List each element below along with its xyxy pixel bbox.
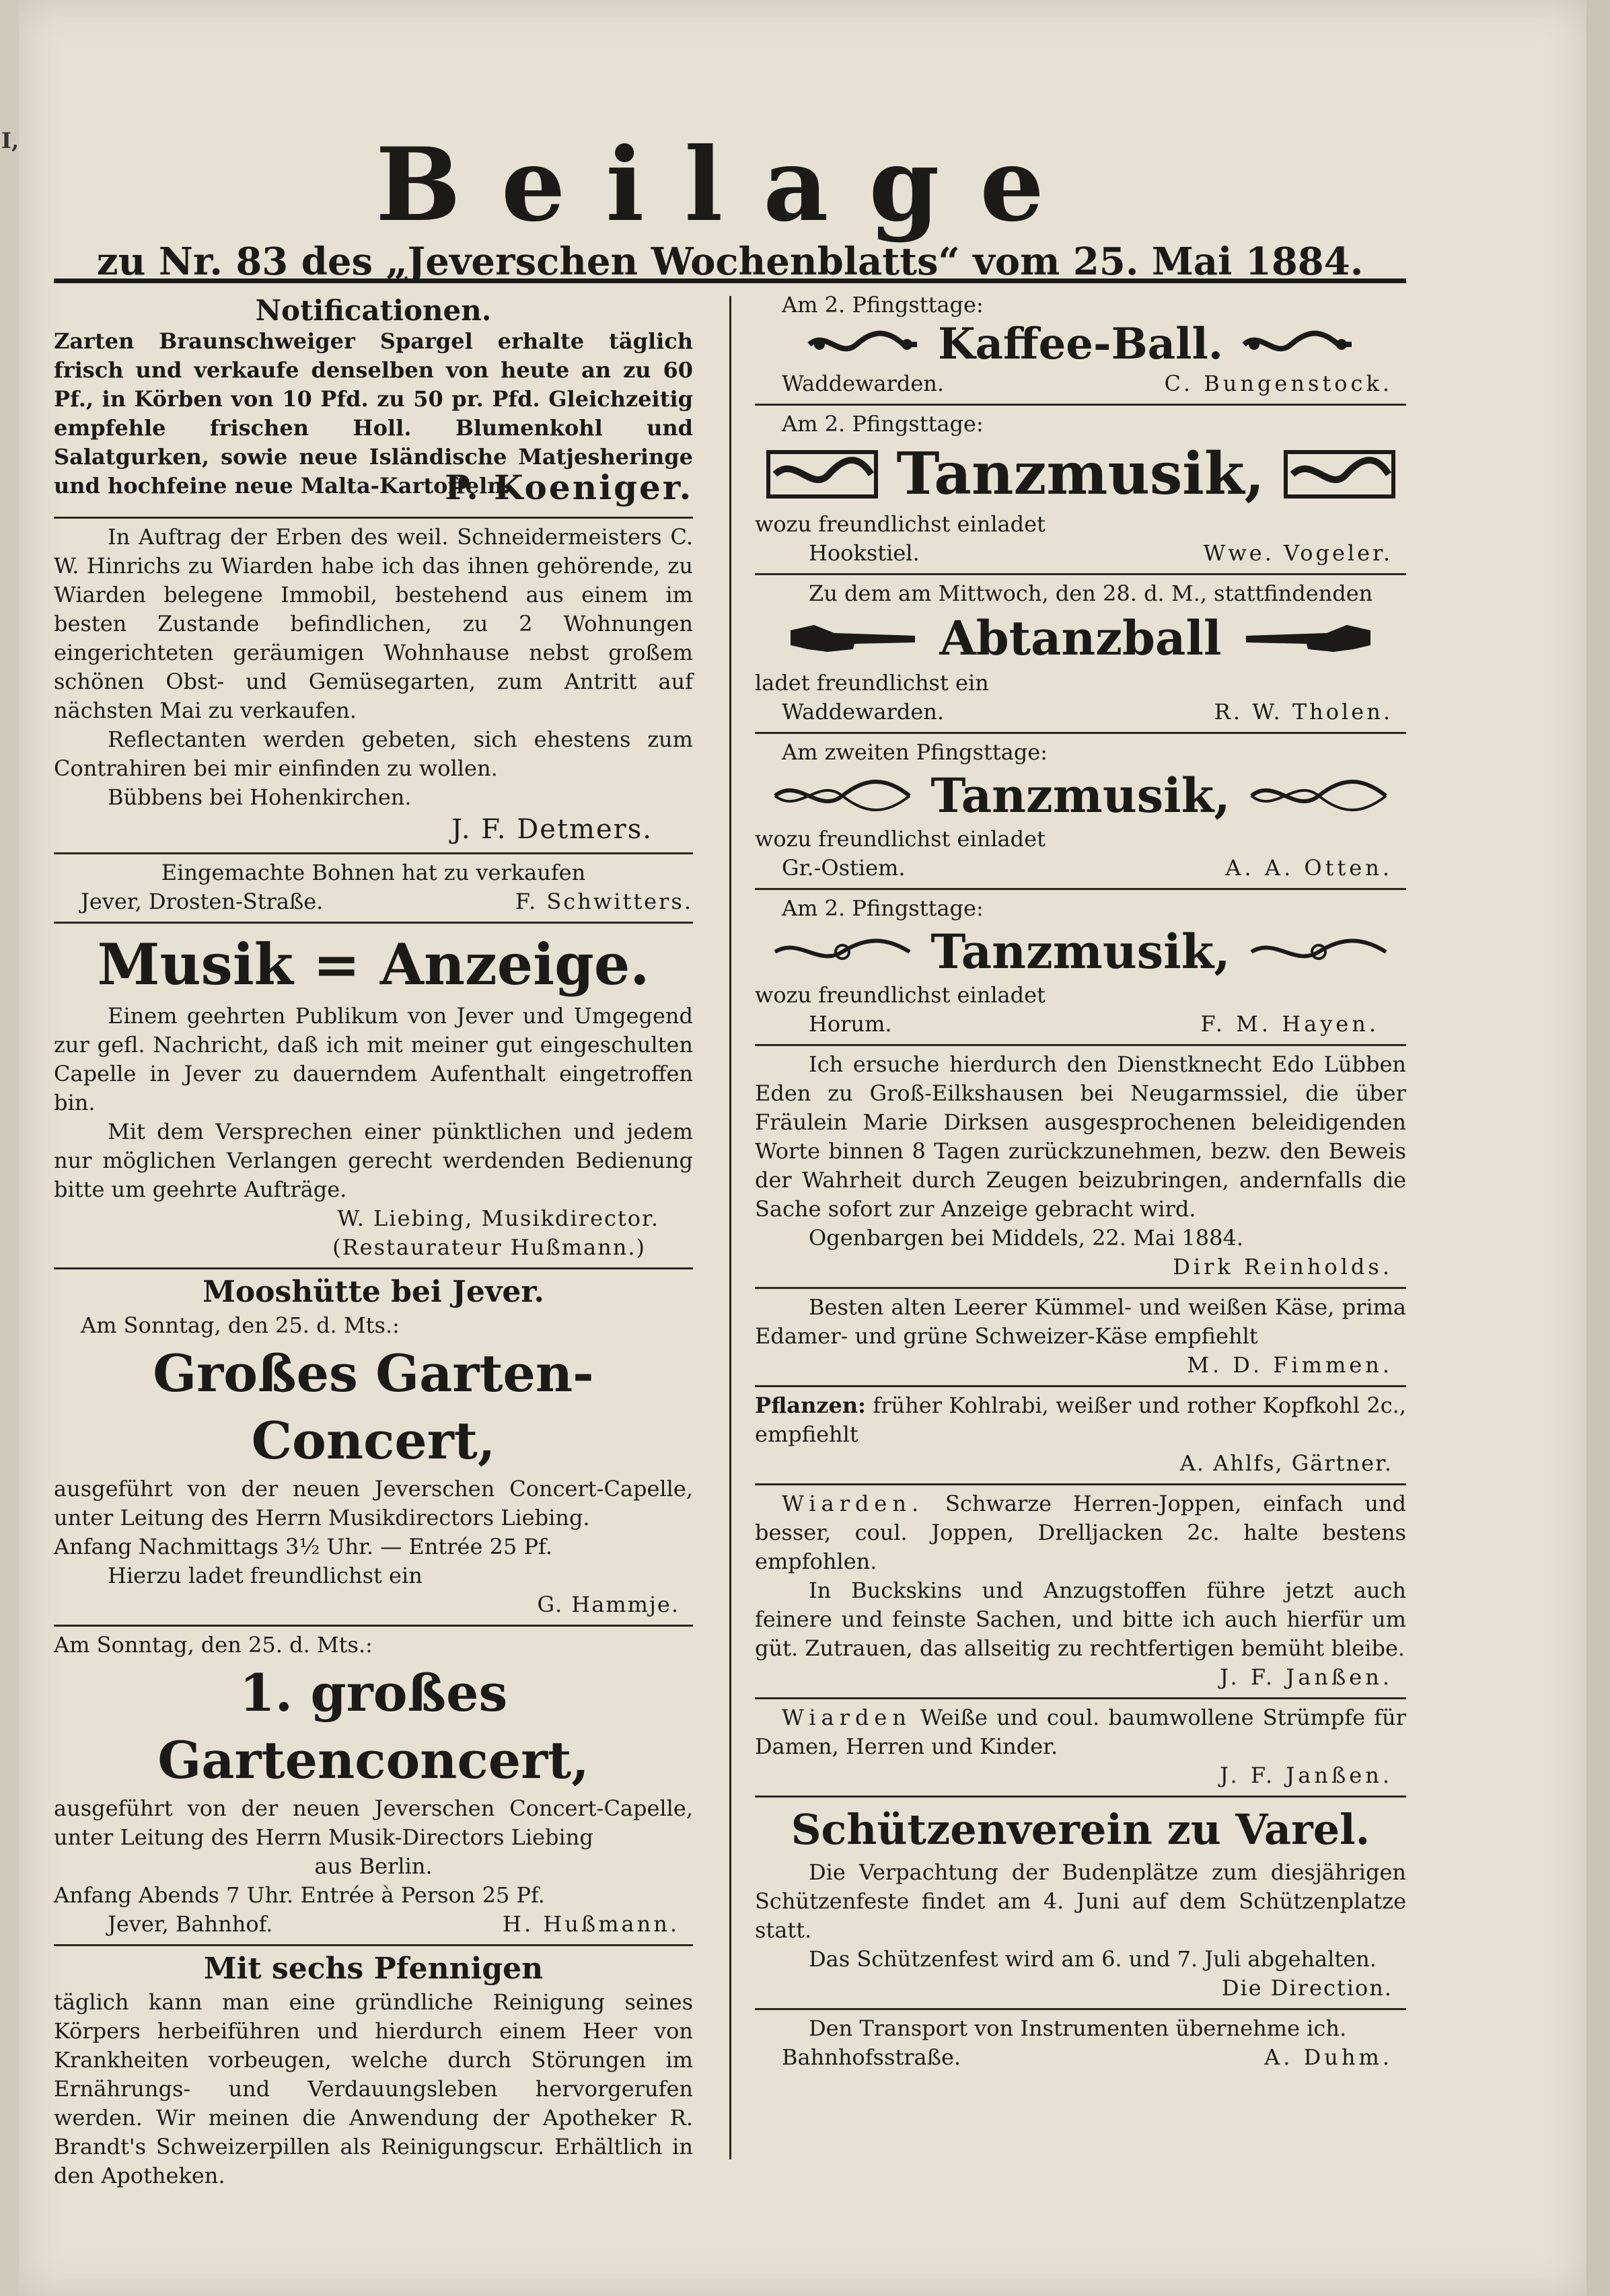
- ad-hayen: [755, 890, 1406, 1046]
- edge-mark: I,: [1, 128, 20, 153]
- ad-heading: Musik = Anzeige.: [97, 931, 650, 998]
- ad-text: Einem geehrten Publikum von Jever und Umgegend zur gefl. Nachricht, daß ich mit meiner gut eingeschulten Capelle in Jever zu dauerndem Aufenthalt eingetroffen bin.: [54, 1003, 693, 1116]
- ad-signature: F. Schwitters.: [515, 889, 693, 915]
- column-rule: [729, 296, 731, 2159]
- ad-text: Das Schützenfest wird am 6. und 7. Juli abgehalten.: [809, 1946, 1377, 1972]
- ad-text: In Auftrag der Erben des weil. Schneidermeisters C. W. Hinrichs zu Wiarden habe ich das ihnen gehörende, zu Wiarden belegene Immobil, bestehend aus einem im besten Zustande befindlichen, zu 2 Wohnungen eingerichteten geräumigen Wohnhause nebst großem schönen Obst- und Gemüsegarten, zum Antritt auf nächsten Mai zu verkaufen.: [54, 524, 693, 724]
- ad-event-title: 1. großes Gartenconcert,: [157, 1663, 589, 1791]
- ad-place: Jever, Bahnhof.: [108, 1911, 273, 1937]
- scroll-ornament-icon: [772, 932, 913, 972]
- ad-date: Am Sonntag, den 25. d. Mts.:: [54, 1632, 373, 1658]
- scroll-ornament-icon: [772, 774, 913, 818]
- ad-text: wozu freundlichst einladet: [755, 825, 1046, 852]
- ad-heading: Mit sechs Pfennigen: [203, 1952, 544, 1987]
- ad-signature: H. Hußmann.: [503, 1911, 680, 1937]
- page-title: Beilage: [375, 126, 1085, 244]
- ad-text: Weiße und coul. baumwollene Strümpfe für Damen, Herren und Kinder.: [755, 1704, 1407, 1759]
- ad-text: ausgeführt von der neuen Jeverschen Concert-Capelle, unter Leitung des Herrn Musik-Directors Liebing: [54, 1795, 693, 1851]
- ad-signature: P. Koeniger.: [445, 468, 693, 508]
- ad-otten: [755, 734, 1406, 890]
- pointing-hand-icon: [1239, 618, 1374, 659]
- ad-text: ausgeführt von der neuen Jeverschen Concert-Capelle, unter Leitung des Herrn Musikdirectors Liebing.: [54, 1476, 693, 1531]
- ornament-icon: [765, 445, 879, 503]
- ad-ahlfs: [755, 1387, 1406, 1485]
- ad-event-title: Kaffee-Ball.: [937, 319, 1224, 369]
- ad-duhm: [755, 2010, 1406, 2077]
- ad-place: Waddewarden.: [782, 370, 945, 396]
- ad-bahnhof: [54, 1627, 693, 1946]
- ad-date: Am zweiten Pfingsttage:: [782, 739, 1048, 765]
- masthead: [54, 126, 1406, 285]
- ad-event-title: Tanzmusik,: [930, 923, 1231, 979]
- ad-signature: (Restaurateur Hußmann.): [332, 1234, 646, 1261]
- ad-signature: C. Bungenstock.: [1164, 370, 1393, 396]
- ad-vogeler: [755, 406, 1406, 575]
- ad-signature: A. Duhm.: [1264, 2044, 1393, 2070]
- pointing-hand-icon: [787, 618, 922, 659]
- ad-event-title: Abtanzball: [939, 609, 1222, 666]
- right-page-edge: [1586, 0, 1610, 2296]
- ad-label: Wiarden.: [782, 1490, 924, 1516]
- ad-signature: M. D. Fimmen.: [1187, 1351, 1393, 1378]
- ad-mooshuette: [54, 1269, 693, 1627]
- ornament-icon: [806, 326, 920, 363]
- ad-text: früher Kohlrabi, weißer und rother Kopfkohl 2c., empfiehlt: [755, 1392, 1407, 1447]
- notifications-heading: Notificationen.: [255, 294, 492, 327]
- ad-signature: R. W. Tholen.: [1214, 698, 1393, 725]
- ad-text: aus Berlin.: [314, 1853, 433, 1880]
- ad-koeniger: [54, 291, 693, 519]
- ad-event-title: Tanzmusik,: [896, 439, 1265, 508]
- ad-signature: Die Direction.: [1221, 1974, 1393, 2001]
- ad-signature: Wwe. Vogeler.: [1203, 540, 1393, 566]
- ad-reinholds: [755, 1046, 1406, 1289]
- issue-line: zu Nr. 83 des „Jeverschen Wochenblatts“ vom 25. Mai 1884.: [96, 239, 1364, 284]
- ad-signature: W. Liebing, Musikdirector.: [337, 1206, 659, 1232]
- ad-kaffee-ball: [755, 291, 1406, 406]
- ad-schuetzenverein: [755, 1798, 1406, 2010]
- ad-text: Mit dem Versprechen einer pünktlichen und jedem nur möglichen Verlangen gerecht werdenden Bedienung bitte um geehrte Aufträge.: [54, 1119, 693, 1203]
- ad-place: Bahnhofsstraße.: [782, 2044, 961, 2070]
- ad-signature: J. F. Janßen.: [1220, 1664, 1393, 1690]
- ad-schweizerpillen: [54, 1946, 693, 2196]
- ad-text: Die Verpachtung der Budenplätze zum diesjährigen Schützenfeste findet am 4. Juni auf dem Schützenplatze statt.: [755, 1859, 1406, 1943]
- ad-text: Eingemachte Bohnen hat zu verkaufen: [161, 860, 586, 886]
- ad-place: Horum.: [809, 1010, 892, 1037]
- ad-place: Jever, Drosten-Straße.: [81, 889, 324, 915]
- ad-place: Ogenbargen bei Middels, 22. Mai 1884.: [809, 1224, 1243, 1251]
- ornament-icon: [1282, 445, 1397, 503]
- ad-text: Reflectanten werden gebeten, sich ehestens zum Contrahiren bei mir einfinden zu wollen.: [54, 727, 693, 782]
- ad-date: Am 2. Pfingsttage:: [782, 292, 984, 318]
- ad-date: Am 2. Pfingsttage:: [782, 895, 984, 921]
- ad-text: Hierzu ladet freundlichst ein: [108, 1563, 423, 1589]
- ad-signature: F. M. Hayen.: [1200, 1010, 1379, 1037]
- ad-text: Den Transport von Instrumenten übernehme ich.: [809, 2015, 1347, 2041]
- ad-text: Zu dem am Mittwoch, den 28. d. M., stattfindenden: [809, 580, 1373, 606]
- ad-text: wozu freundlichst einladet: [755, 982, 1046, 1008]
- ad-heading: Schützenverein zu Varel.: [791, 1804, 1370, 1854]
- ad-event-title: Tanzmusik,: [930, 767, 1231, 823]
- ad-text: ladet freundlichst ein: [755, 669, 989, 696]
- ad-signature: J. F. Detmers.: [451, 814, 653, 846]
- ad-tholen: [755, 575, 1406, 734]
- ad-text: Anfang Nachmittags 3½ Uhr. — Entrée 25 Pf.: [54, 1534, 552, 1560]
- ad-signature: Dirk Reinholds.: [1173, 1253, 1393, 1280]
- ad-text: In Buckskins und Anzugstoffen führe jetzt auch feinere und feinste Sachen, und bitte ich auch hierfür um güt. Zutrauen, das allseitig zu rechtfertigen bemüht bleibe.: [755, 1577, 1406, 1661]
- ad-place: Gr.-Ostiem.: [782, 854, 906, 881]
- ad-text: täglich kann man eine gründliche Reinigung seines Körpers herbeiführen und hierdurch einem Heer von Krankheiten vorbeugen, welche durch Störungen im Ernährungs- und Verdauungsleben hervorgerufen werden. Wir meinen die Anwendung der Apotheker R. Brandt's Schweizerpillen als Reinigungscur. Erhältlich in den Apotheken.: [54, 1989, 693, 2189]
- ad-label: Wiarden: [782, 1704, 912, 1730]
- masthead-rule: [54, 279, 1406, 283]
- ad-text: Anfang Abends 7 Uhr. Entrée à Person 25 Pf.: [54, 1882, 545, 1909]
- left-column: [54, 291, 693, 2196]
- ornament-icon: [1241, 326, 1355, 363]
- ad-signature: A. Ahlfs, Gärtner.: [1179, 1450, 1393, 1476]
- ad-heading: Mooshütte bei Jever.: [203, 1275, 544, 1310]
- ad-janssen-struempfe: [755, 1699, 1406, 1798]
- ad-place: Waddewarden.: [782, 698, 945, 725]
- ad-janssen-joppen: [755, 1485, 1406, 1699]
- ad-text: Ich ersuche hierdurch den Dienstknecht Edo Lübben Eden zu Groß-Eilkshausen bei Neugarmssiel, die über Fräulein Marie Dirksen ausgesprochenen beleidigenden Worte binnen 8 Tagen zurückzunehmen, bezw. den Beweis der Wahrheit durch Zeugen beizubringen, andernfalls die Sache sofort zur Anzeige gebracht wird.: [755, 1051, 1406, 1222]
- ad-event-title: Großes Garten-Concert,: [153, 1343, 594, 1471]
- ad-text: wozu freundlichst einladet: [755, 511, 1046, 537]
- ad-date: Am 2. Pfingsttage:: [782, 410, 984, 437]
- ad-signature: G. Hammje.: [537, 1592, 680, 1618]
- ad-text: Besten alten Leerer Kümmel- und weißen Käse, prima Edamer- und grüne Schweizer-Käse empfiehlt: [755, 1294, 1406, 1349]
- ad-detmers: [54, 519, 693, 854]
- ad-fimmen: [755, 1289, 1406, 1387]
- ad-label: Pflanzen:: [755, 1392, 866, 1418]
- ad-schwitters: [54, 854, 693, 924]
- right-column: [755, 291, 1406, 2077]
- ad-text: Bübbens bei Hohenkirchen.: [108, 784, 412, 811]
- ad-place: Hookstiel.: [809, 540, 920, 566]
- ad-musik-anzeige: [54, 924, 693, 1269]
- ad-signature: A. A. Otten.: [1225, 854, 1393, 881]
- ad-date: Am Sonntag, den 25. d. Mts.:: [81, 1312, 400, 1339]
- ad-text: Schwarze Herren-Joppen, einfach und besser, coul. Joppen, Drelljacken 2c. halte bestens empfohlen.: [755, 1490, 1407, 1574]
- scroll-ornament-icon: [1248, 774, 1389, 818]
- scroll-ornament-icon: [1248, 932, 1389, 972]
- left-page-edge: [0, 0, 19, 2296]
- ad-text: Zarten Braunschweiger Spargel erhalte täglich frisch und verkaufe denselben von heute an zu 60 Pf., in Körben von 10 Pfd. zu 50 pr. Pfd. Gleichzeitig empfehle frischen Holl. Blumenkohl und Salatgurken, sowie neue Isländische Matjesheringe und hochfeine neue Malta-Kartoffeln.: [54, 328, 693, 499]
- ad-signature: J. F. Janßen.: [1220, 1762, 1393, 1788]
